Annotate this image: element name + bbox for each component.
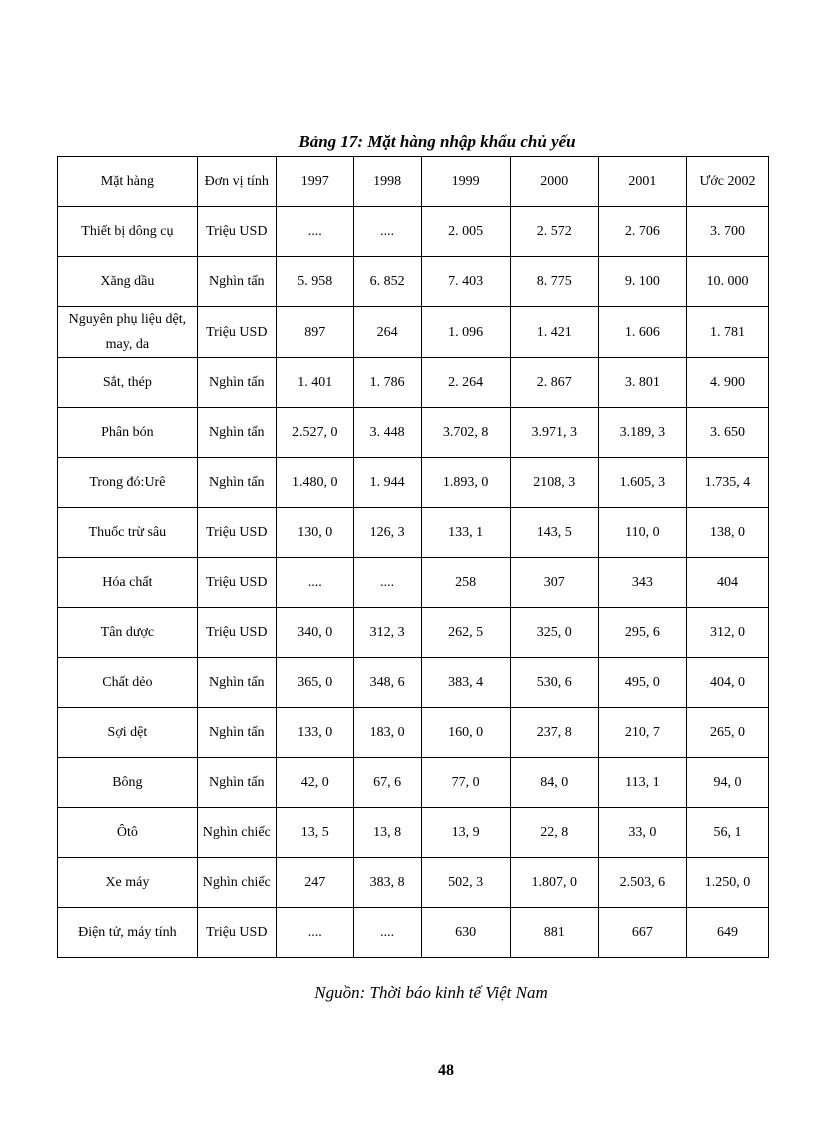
item-name-cell: Phân bón: [58, 408, 198, 458]
table-row: [58, 708, 769, 758]
item-name-cell: Sợi dệt: [58, 708, 198, 758]
unit-cell: Nghìn tấn: [197, 708, 276, 758]
table-row: [58, 658, 769, 708]
value-cell: 94, 0: [686, 758, 768, 808]
value-cell: 1. 606: [598, 307, 686, 358]
value-cell: 1.807, 0: [510, 858, 598, 908]
value-cell: 138, 0: [686, 508, 768, 558]
value-cell: 3.189, 3: [598, 408, 686, 458]
value-cell: 265, 0: [686, 708, 768, 758]
source-note: Nguồn: Thời báo kinh tế Việt Nam: [314, 983, 548, 1002]
value-cell: 3. 448: [353, 408, 421, 458]
value-cell: ....: [276, 558, 353, 608]
item-name-cell: Điện tử, máy tính: [58, 908, 198, 958]
value-cell: 404, 0: [686, 658, 768, 708]
value-cell: 897: [276, 307, 353, 358]
item-name-cell: Ôtô: [58, 808, 198, 858]
value-cell: 340, 0: [276, 608, 353, 658]
value-cell: 1. 944: [353, 458, 421, 508]
value-cell: 325, 0: [510, 608, 598, 658]
table-row: [58, 458, 769, 508]
value-cell: 133, 1: [421, 508, 510, 558]
column-header: Đơn vị tính: [197, 157, 276, 207]
page-number: 48: [438, 1062, 454, 1079]
item-name-cell: Thiết bị dông cụ: [58, 207, 198, 257]
value-cell: 84, 0: [510, 758, 598, 808]
value-cell: 7. 403: [421, 257, 510, 307]
value-cell: 295, 6: [598, 608, 686, 658]
value-cell: 1. 401: [276, 358, 353, 408]
column-header: Mặt hàng: [58, 157, 198, 207]
value-cell: 2. 867: [510, 358, 598, 408]
unit-cell: Triệu USD: [197, 207, 276, 257]
value-cell: 1.893, 0: [421, 458, 510, 508]
value-cell: 3.971, 3: [510, 408, 598, 458]
value-cell: 262, 5: [421, 608, 510, 658]
value-cell: 2. 706: [598, 207, 686, 257]
value-cell: 110, 0: [598, 508, 686, 558]
table-row: [58, 508, 769, 558]
item-name-cell: Tân dược: [58, 608, 198, 658]
value-cell: 3. 801: [598, 358, 686, 408]
value-cell: 2.527, 0: [276, 408, 353, 458]
value-cell: 13, 8: [353, 808, 421, 858]
table-row: [58, 207, 769, 257]
value-cell: 881: [510, 908, 598, 958]
table-body: [58, 207, 769, 958]
item-name-cell: Xe máy: [58, 858, 198, 908]
table-title: Bảng 17: Mặt hàng nhập khẩu chủ yếu: [298, 132, 576, 151]
item-name-cell: Xăng dầu: [58, 257, 198, 307]
value-cell: 126, 3: [353, 508, 421, 558]
value-cell: ....: [353, 558, 421, 608]
value-cell: 8. 775: [510, 257, 598, 307]
value-cell: 312, 0: [686, 608, 768, 658]
unit-cell: Nghìn chiếc: [197, 858, 276, 908]
unit-cell: Nghìn chiếc: [197, 808, 276, 858]
table-row: [58, 758, 769, 808]
unit-cell: Nghìn tấn: [197, 257, 276, 307]
value-cell: 307: [510, 558, 598, 608]
value-cell: 77, 0: [421, 758, 510, 808]
value-cell: 1.480, 0: [276, 458, 353, 508]
value-cell: ....: [353, 908, 421, 958]
table-row: [58, 408, 769, 458]
value-cell: 3. 650: [686, 408, 768, 458]
value-cell: ....: [276, 207, 353, 257]
unit-cell: Triệu USD: [197, 307, 276, 358]
value-cell: 1. 421: [510, 307, 598, 358]
value-cell: 502, 3: [421, 858, 510, 908]
item-name-cell: Thuốc trừ sâu: [58, 508, 198, 558]
value-cell: 247: [276, 858, 353, 908]
value-cell: 383, 4: [421, 658, 510, 708]
value-cell: 160, 0: [421, 708, 510, 758]
value-cell: 13, 5: [276, 808, 353, 858]
value-cell: 183, 0: [353, 708, 421, 758]
unit-cell: Nghìn tấn: [197, 408, 276, 458]
value-cell: 3.702, 8: [421, 408, 510, 458]
value-cell: 4. 900: [686, 358, 768, 408]
value-cell: 22, 8: [510, 808, 598, 858]
value-cell: 2. 264: [421, 358, 510, 408]
column-header: 2000: [510, 157, 598, 207]
table-header-row: [58, 157, 769, 207]
value-cell: 383, 8: [353, 858, 421, 908]
value-cell: 2. 572: [510, 207, 598, 257]
value-cell: 10. 000: [686, 257, 768, 307]
table-row: [58, 908, 769, 958]
value-cell: 1. 781: [686, 307, 768, 358]
value-cell: 630: [421, 908, 510, 958]
table-row: [58, 257, 769, 307]
value-cell: 113, 1: [598, 758, 686, 808]
value-cell: 1. 786: [353, 358, 421, 408]
value-cell: 133, 0: [276, 708, 353, 758]
table-row: [58, 358, 769, 408]
value-cell: 1.735, 4: [686, 458, 768, 508]
table-row: [58, 608, 769, 658]
unit-cell: Triệu USD: [197, 508, 276, 558]
item-name-cell: Trong đó:Urê: [58, 458, 198, 508]
value-cell: 6. 852: [353, 257, 421, 307]
value-cell: 210, 7: [598, 708, 686, 758]
value-cell: 404: [686, 558, 768, 608]
unit-cell: Nghìn tấn: [197, 658, 276, 708]
value-cell: 1.250, 0: [686, 858, 768, 908]
value-cell: 5. 958: [276, 257, 353, 307]
value-cell: 258: [421, 558, 510, 608]
value-cell: 348, 6: [353, 658, 421, 708]
value-cell: 312, 3: [353, 608, 421, 658]
table-row: [58, 558, 769, 608]
value-cell: 530, 6: [510, 658, 598, 708]
unit-cell: Triệu USD: [197, 608, 276, 658]
value-cell: 264: [353, 307, 421, 358]
value-cell: 9. 100: [598, 257, 686, 307]
unit-cell: Nghìn tấn: [197, 758, 276, 808]
unit-cell: Triệu USD: [197, 908, 276, 958]
column-header: 2001: [598, 157, 686, 207]
value-cell: ....: [353, 207, 421, 257]
value-cell: 33, 0: [598, 808, 686, 858]
value-cell: 1. 096: [421, 307, 510, 358]
item-name-cell: Hóa chất: [58, 558, 198, 608]
column-header: 1999: [421, 157, 510, 207]
value-cell: 2.503, 6: [598, 858, 686, 908]
import-goods-table: [57, 156, 769, 958]
value-cell: 2. 005: [421, 207, 510, 257]
value-cell: 3. 700: [686, 207, 768, 257]
unit-cell: Nghìn tấn: [197, 358, 276, 408]
value-cell: 365, 0: [276, 658, 353, 708]
value-cell: 649: [686, 908, 768, 958]
item-name-cell: Sắt, thép: [58, 358, 198, 408]
item-name-cell: Chất dẻo: [58, 658, 198, 708]
table-row: [58, 858, 769, 908]
value-cell: 343: [598, 558, 686, 608]
value-cell: 1.605, 3: [598, 458, 686, 508]
table-row: [58, 808, 769, 858]
value-cell: ....: [276, 908, 353, 958]
value-cell: 42, 0: [276, 758, 353, 808]
value-cell: 130, 0: [276, 508, 353, 558]
column-header: 1997: [276, 157, 353, 207]
value-cell: 143, 5: [510, 508, 598, 558]
item-name-cell: Nguyên phụ liệu dệt, may, da: [58, 307, 198, 358]
value-cell: 67, 6: [353, 758, 421, 808]
value-cell: 237, 8: [510, 708, 598, 758]
column-header: 1998: [353, 157, 421, 207]
table-row: [58, 307, 769, 358]
value-cell: 13, 9: [421, 808, 510, 858]
item-name-cell: Bông: [58, 758, 198, 808]
value-cell: 2108, 3: [510, 458, 598, 508]
value-cell: 56, 1: [686, 808, 768, 858]
value-cell: 667: [598, 908, 686, 958]
value-cell: 495, 0: [598, 658, 686, 708]
unit-cell: Triệu USD: [197, 558, 276, 608]
column-header: Ước 2002: [686, 157, 768, 207]
unit-cell: Nghìn tấn: [197, 458, 276, 508]
